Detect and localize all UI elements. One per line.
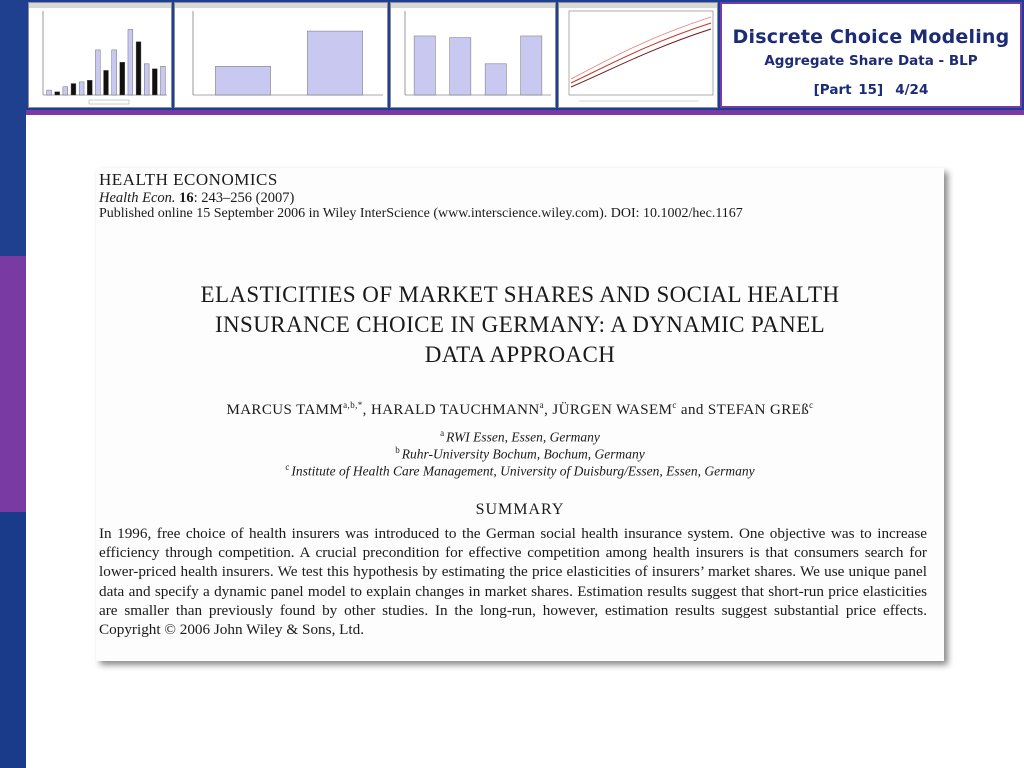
affiliation-mark: a <box>440 428 445 438</box>
author-name: HARALD TAUCHMANN <box>370 402 540 418</box>
article-title-line: DATA APPROACH <box>424 342 616 367</box>
thumbnail-bar <box>104 70 109 95</box>
thumbnail-bar <box>112 50 117 95</box>
thumbnail-bar <box>414 36 435 95</box>
slide-subtitle: Aggregate Share Data - BLP <box>764 53 978 69</box>
thumbnail-line-chart-svg <box>559 3 717 107</box>
thumbnail-bar <box>450 38 471 95</box>
thumbnail-bar <box>152 69 157 95</box>
author-affiliation-mark: c <box>672 400 677 410</box>
thumbnail-bar-chart-2-svg <box>175 3 387 107</box>
thumbnail-bar <box>55 92 60 95</box>
author-name: JÜRGEN WASEM <box>552 402 673 418</box>
affiliation-text: Institute of Health Care Management, University of Duisburg/Essen, Essen, Germany <box>291 463 755 479</box>
affiliation-text: RWI Essen, Essen, Germany <box>446 429 600 445</box>
sidebar-stripe-bottom <box>0 512 26 768</box>
journal-name: HEALTH ECONOMICS <box>99 170 278 189</box>
thumbnail-bar-chart-3-svg <box>391 3 555 107</box>
article-title <box>96 280 944 370</box>
thumbnail-histogram <box>28 2 172 108</box>
affiliation <box>96 462 944 480</box>
author-separator: , <box>544 402 553 418</box>
thumbnail-bar <box>160 66 165 95</box>
thumbnail-bar <box>485 64 506 95</box>
slide-part-indicator <box>722 82 1020 98</box>
journal-citation <box>99 190 294 207</box>
thumbnail-bar <box>71 84 76 95</box>
part-label: [Part 15] <box>813 82 884 98</box>
affiliation-mark: c <box>285 462 290 472</box>
author-separator: , <box>362 402 371 418</box>
affiliation <box>96 428 944 446</box>
affiliation-text: Ruhr-University Bochum, Bochum, Germany <box>401 446 645 462</box>
thumbnail-bar <box>521 36 542 95</box>
thumbnail-bar <box>79 82 84 95</box>
thumbnail-bar <box>63 87 68 95</box>
thumbnail-bar <box>95 50 100 95</box>
thumbnail-line-chart <box>558 2 718 108</box>
thumbnail-bar <box>215 66 270 95</box>
author-and: and <box>676 402 708 418</box>
thumbnail-bar <box>144 64 149 95</box>
thumbnail-histogram-chart <box>29 3 171 107</box>
citation-pages: : 243–256 (2007) <box>193 190 295 206</box>
slide-title: Discrete Choice Modeling <box>732 26 1010 48</box>
thumbnail-bar-chart-2 <box>174 2 388 108</box>
author-affiliation-mark: c <box>809 400 814 410</box>
author-name: MARCUS TAMM <box>226 402 344 418</box>
thumbnail-bar <box>47 90 52 95</box>
page-counter: 4/24 <box>895 82 929 98</box>
thumbnail-bar <box>128 29 133 95</box>
thumbnail-bar-chart-3 <box>390 2 556 108</box>
thumbnail-bar <box>136 42 141 95</box>
thumbnail-bar <box>87 80 92 95</box>
article-image <box>96 168 944 661</box>
author-affiliation-mark: a,b,* <box>343 400 363 410</box>
affiliation <box>96 445 944 463</box>
citation-journal: Health Econ. <box>99 190 176 206</box>
article-title-line: ELASTICITIES OF MARKET SHARES AND SOCIAL HEALTH <box>200 282 840 307</box>
author-name: STEFAN GREß <box>707 402 810 418</box>
author-affiliation-mark: a <box>539 400 545 410</box>
citation-volume: 16 <box>179 190 194 206</box>
affiliation-mark: b <box>395 445 400 455</box>
summary-heading: SUMMARY <box>475 501 565 518</box>
thumbnail-bar <box>307 31 362 95</box>
sidebar-stripe-top <box>0 0 26 256</box>
thumbnail-bar <box>120 62 125 95</box>
header-rule <box>26 110 1024 115</box>
slide-title-box <box>720 2 1022 108</box>
publication-info: Published online 15 September 2006 in Wiley InterScience (www.interscience.wiley.com). DOI: 10.1002/hec.1167 <box>99 206 743 221</box>
author-list <box>96 400 944 419</box>
article-title-line: INSURANCE CHOICE IN GERMANY: A DYNAMIC PANEL <box>214 312 826 337</box>
summary-text: In 1996, free choice of health insurers was introduced to the German social health insurance system. One objective was to increase efficiency through competition. A crucial precondition for effective competition among health insurers is that consumers search for lower-priced health insurers. We test this hypothesis by estimating the price elasticities of insurers’ market shares. We use unique panel data and specify a dynamic panel model to explain changes in market shares. Estimation results suggest that short-run price elasticities are smaller than previously found by other studies. In the long-run, however, estimation results suggest substantial price effects. Copyright © 2006 John Wiley & Sons, Ltd. <box>99 525 927 639</box>
sidebar-stripe-middle <box>0 256 26 512</box>
